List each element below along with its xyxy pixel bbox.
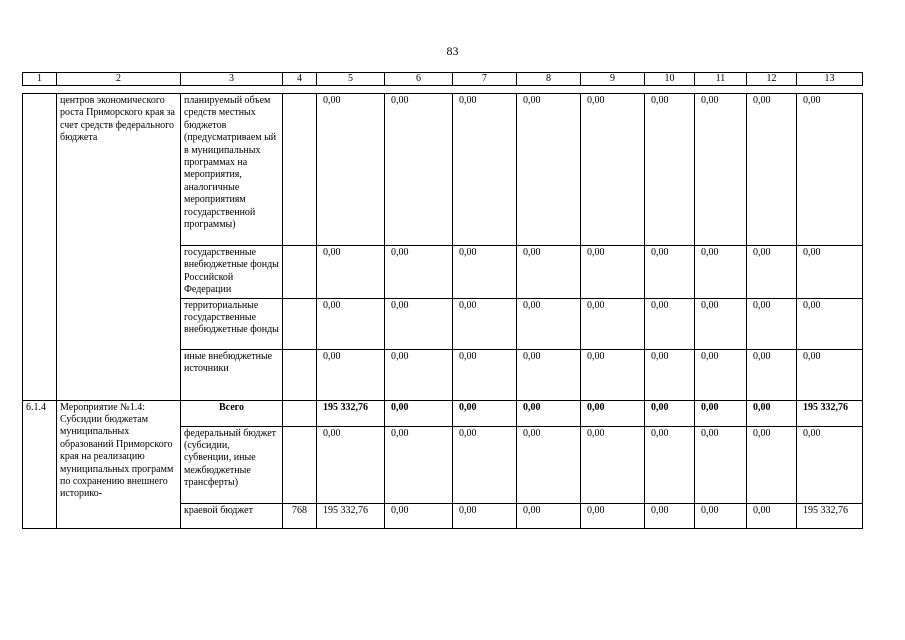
measure-description: Мероприятие №1.4: Субсидии бюджетам муниципальных образований Приморского края на реализацию муниципальных программ по сохранению внешнего историко- <box>57 400 181 528</box>
funding-source: краевой бюджет <box>181 503 283 528</box>
column-number-header <box>22 72 863 86</box>
value-cell: 0,00 <box>581 426 645 503</box>
budget-code <box>283 298 317 349</box>
value-cell: 0,00 <box>695 349 747 400</box>
column-header: 5 <box>317 73 385 86</box>
column-header: 3 <box>181 73 283 86</box>
funding-source-total: Всего <box>181 400 283 426</box>
budget-code <box>283 349 317 400</box>
value-cell: 0,00 <box>645 246 695 299</box>
value-cell: 0,00 <box>517 503 581 528</box>
value-cell: 0,00 <box>385 400 453 426</box>
column-header: 13 <box>797 73 863 86</box>
value-cell: 0,00 <box>747 426 797 503</box>
value-cell: 0,00 <box>385 503 453 528</box>
measure-number: 6.1.4 <box>23 400 57 528</box>
value-cell: 195 332,76 <box>317 400 385 426</box>
value-cell: 0,00 <box>645 426 695 503</box>
value-cell: 0,00 <box>645 503 695 528</box>
value-cell: 0,00 <box>581 349 645 400</box>
value-cell: 0,00 <box>385 298 453 349</box>
value-cell: 0,00 <box>797 298 863 349</box>
value-cell: 0,00 <box>747 349 797 400</box>
value-cell: 0,00 <box>517 94 581 246</box>
value-cell: 0,00 <box>645 298 695 349</box>
value-cell: 0,00 <box>385 426 453 503</box>
budget-code <box>283 94 317 246</box>
value-cell: 0,00 <box>645 94 695 246</box>
row-number-cell <box>23 94 57 401</box>
value-cell: 0,00 <box>453 246 517 299</box>
table-row <box>23 94 863 246</box>
value-cell: 0,00 <box>695 298 747 349</box>
value-cell: 0,00 <box>453 426 517 503</box>
value-cell: 0,00 <box>645 400 695 426</box>
page-number: 83 <box>446 44 459 58</box>
value-cell: 0,00 <box>797 94 863 246</box>
column-header: 4 <box>283 73 317 86</box>
value-cell: 0,00 <box>695 426 747 503</box>
value-cell: 0,00 <box>581 298 645 349</box>
budget-code <box>283 400 317 426</box>
budget-code <box>283 246 317 299</box>
value-cell: 0,00 <box>517 400 581 426</box>
value-cell: 195 332,76 <box>797 503 863 528</box>
value-cell: 0,00 <box>517 349 581 400</box>
value-cell: 0,00 <box>453 94 517 246</box>
budget-code <box>283 426 317 503</box>
value-cell: 0,00 <box>385 94 453 246</box>
value-cell: 0,00 <box>453 503 517 528</box>
value-cell: 0,00 <box>385 246 453 299</box>
value-cell: 0,00 <box>453 400 517 426</box>
value-cell: 0,00 <box>695 503 747 528</box>
value-cell: 0,00 <box>317 246 385 299</box>
column-header: 10 <box>645 73 695 86</box>
value-cell: 0,00 <box>453 349 517 400</box>
measure-description: центров экономического роста Приморского края за счет средств федерального бюджета <box>57 94 181 401</box>
value-cell: 0,00 <box>517 246 581 299</box>
value-cell: 0,00 <box>797 426 863 503</box>
value-cell: 0,00 <box>747 298 797 349</box>
value-cell: 0,00 <box>695 94 747 246</box>
value-cell: 0,00 <box>797 349 863 400</box>
table-row <box>23 400 863 426</box>
value-cell: 0,00 <box>317 94 385 246</box>
column-header: 11 <box>695 73 747 86</box>
column-header: 12 <box>747 73 797 86</box>
value-cell: 0,00 <box>385 349 453 400</box>
value-cell: 0,00 <box>581 503 645 528</box>
column-header: 8 <box>517 73 581 86</box>
value-cell: 0,00 <box>581 400 645 426</box>
funding-source: территориальные государственные внебюджетные фонды <box>181 298 283 349</box>
value-cell: 0,00 <box>747 94 797 246</box>
value-cell: 0,00 <box>797 246 863 299</box>
value-cell: 0,00 <box>517 426 581 503</box>
budget-table <box>22 93 863 529</box>
value-cell: 0,00 <box>581 246 645 299</box>
value-cell: 0,00 <box>695 246 747 299</box>
column-header: 1 <box>23 73 57 86</box>
value-cell: 0,00 <box>747 246 797 299</box>
funding-source: иные внебюджетные источники <box>181 349 283 400</box>
value-cell: 0,00 <box>747 400 797 426</box>
budget-code: 768 <box>283 503 317 528</box>
value-cell: 0,00 <box>453 298 517 349</box>
funding-source: государственные внебюджетные фонды Российской Федерации <box>181 246 283 299</box>
column-header: 6 <box>385 73 453 86</box>
value-cell: 0,00 <box>317 349 385 400</box>
funding-source: планируемый объем средств местных бюджетов (предусматриваем ый в муниципальных программах на мероприятия, аналогичные мероприятиям государственной программы) <box>181 94 283 246</box>
column-header: 9 <box>581 73 645 86</box>
value-cell: 195 332,76 <box>317 503 385 528</box>
value-cell: 0,00 <box>645 349 695 400</box>
value-cell: 0,00 <box>317 426 385 503</box>
value-cell: 0,00 <box>695 400 747 426</box>
column-header: 7 <box>453 73 517 86</box>
value-cell: 0,00 <box>517 298 581 349</box>
value-cell: 0,00 <box>581 94 645 246</box>
funding-source: федеральный бюджет (субсидии, субвенции, иные межбюджетные трансферты) <box>181 426 283 503</box>
value-cell: 195 332,76 <box>797 400 863 426</box>
value-cell: 0,00 <box>747 503 797 528</box>
column-header: 2 <box>57 73 181 86</box>
value-cell: 0,00 <box>317 298 385 349</box>
